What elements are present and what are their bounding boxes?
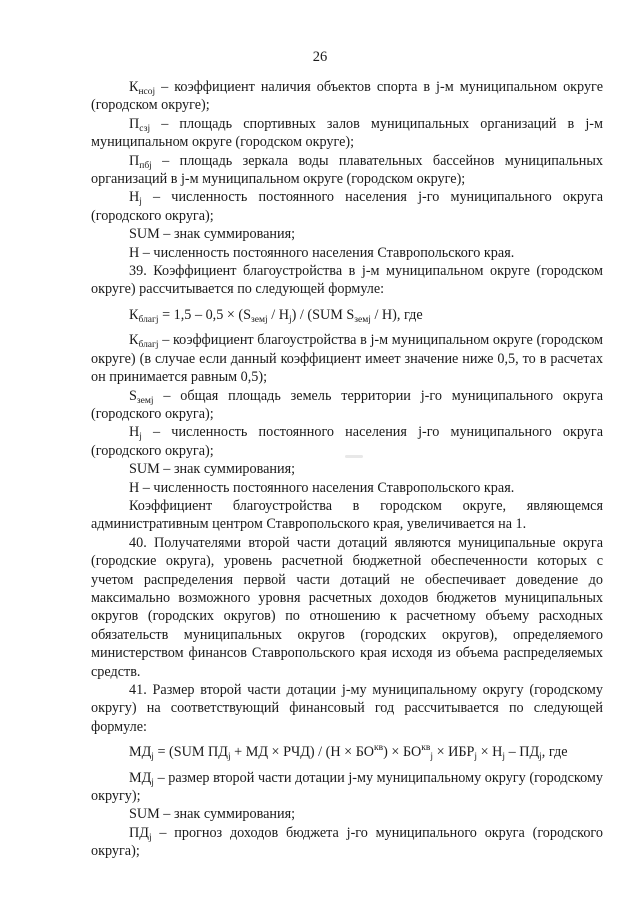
definition-h-2: H – численность постоянного населения Ставропольского края. <box>129 479 515 496</box>
definition-h: H – численность постоянного населения Ставропольского края. <box>129 244 515 261</box>
clause-41: 41. Размер второй части дотации j-му муниципальному округу (городскому округу) на соответствующий финансовый год рассчитывается по следующей формуле: <box>91 682 603 735</box>
clause-39: 39. Коэффициент благоустройства в j-м муниципальном округе (городском округе) рассчитывается по следующей формуле: <box>91 263 603 298</box>
formula-md: $МД_j = (SUM$ $ПД_j$ + МД × $РЧД) / (H \times БО^{кв}) \times БО^{кв}_j \times ИБР_j \times H_j - ПД_j$, где <box>129 743 568 763</box>
definition-p-szj: $П_{сзj}$ – площадь спортивных залов муниципальных организаций в j-м муниципальном округе (городском округе); <box>91 115 603 151</box>
document-body <box>91 78 603 861</box>
definition-mdj: $МД_j$ – размер второй части дотации j-му муниципальному округу (городскому округу); <box>91 769 603 805</box>
definition-hj: $H_j$ – численность постоянного населения j-го муниципального округа (городского округа); <box>91 189 603 224</box>
definition-pdj: $ПД_j$ – прогноз доходов бюджета j-го муниципального округа (городского округа); <box>91 824 603 860</box>
definition-sum-3: SUM – знак суммирования; <box>129 806 296 823</box>
definition-k-blagj: $К_{благj}$ – коэффициент благоустройства в j-м муниципальном округе (городском округе) (в случае если данный коэффициент имеет значение ниже 0,5, то в расчетах он принимается равным 0,5); <box>91 332 603 386</box>
definition-s-zemj: $S_{земj}$ – общая площадь земель территории j-го муниципального округа (городского округа); <box>91 387 603 422</box>
page-number: 26 <box>312 49 328 65</box>
definition-p-pbj: $П_{пбj}$ – площадь зеркала воды плавательных бассейнов муниципальных организаций в j-м муниципальном округе (городском округе); <box>91 152 603 188</box>
formula-k-blag: $К_{благj} = 1,5 - 0,5 \times (S_{земj} / H_j) / (SUM$ $S_{земj} / H$), где <box>129 306 423 325</box>
coefficient-note: Коэффициент благоустройства в городском округе, являющемся административным центром Ставропольского края, увеличивается на 1. <box>91 497 603 533</box>
definition-k-nsoj: $К_{нсoj}$ – коэффициент наличия объектов спорта в j-м муниципальном округе (городском округе); <box>91 79 603 114</box>
clause-40: 40. Получателями второй части дотаций являются муниципальные округа (городские округа), уровень расчетной бюджетной обеспеченности которых с учетом распределения первой части дотаций не обеспечивает доведение до максимально возможного уровня расчетных доходов бюджетов муниципальных округов (городских округов) по отношению к расчетному объему расходных обязательств муниципальных округов (городских округов), определяемого министерством финансов Ставропольского края исходя из объема распределяемых средств. <box>91 534 603 680</box>
definition-sum-2: SUM – знак суммирования; <box>129 461 296 478</box>
scan-smudge <box>345 455 363 458</box>
definition-hj-2: $H_j$ – численность постоянного населения j-го муниципального округа (городского округа); <box>91 424 603 459</box>
definition-sum: SUM – знак суммирования; <box>129 226 296 243</box>
